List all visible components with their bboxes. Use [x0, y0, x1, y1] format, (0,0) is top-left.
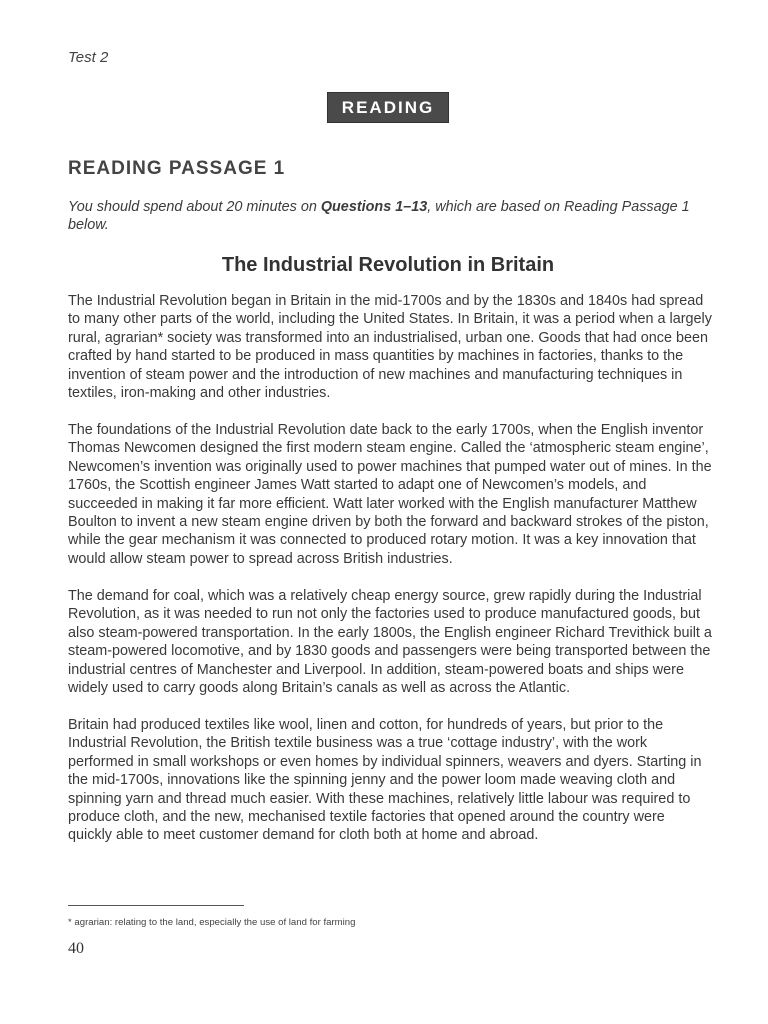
- passage-heading: READING PASSAGE 1: [68, 158, 286, 179]
- paragraph-3: The demand for coal, which was a relatively cheap energy source, grew rapidly during the Industrial Revolution, as it was needed to run not only the factories used to produce manufactured goods, but also steam-powered transportation. In the early 1800s, the English engineer Richard Trevithick built a steam-powered locomotive, and by 1830 goods and passengers were being transported between the industrial centres of Manchester and Liverpool. In addition, steam-powered boats and ships were widely used to carry goods along Britain’s canals as well as across the Atlantic.: [68, 587, 712, 696]
- test-label: Test 2: [68, 49, 109, 66]
- paragraph-1: The Industrial Revolution began in Britain in the mid-1700s and by the 1830s and 1840s had spread to many other parts of the world, including the United States. In Britain, it was a period when a largely rural, agrarian* society was transformed into an industrialised, urban one. Goods that had once been crafted by hand started to be produced in mass quantities by machines in factories, thanks to the invention of steam power and the introduction of new machines and manufacturing techniques in textiles, iron-making and other industries.: [68, 293, 712, 402]
- instructions-questions-range: Questions 1–13: [320, 199, 428, 215]
- page-number: 40: [68, 940, 84, 957]
- paragraph-4: Britain had produced textiles like wool, linen and cotton, for hundreds of years, but prior to the Industrial Revolution, the British textile business was a true ‘cottage industry’, with the work performed in small workshops or even homes by individual spinners, weavers and dyers. Starting in the mid-1700s, innovations like the spinning jenny and the power loom made weaving cloth and spinning yarn and thread much easier. With these machines, relatively little labour was required to produce cloth, and the new, mechanised textile factories that opened around the country were quickly able to meet customer demand for cloth both at home and abroad.: [68, 716, 702, 844]
- article-title: The Industrial Revolution in Britain: [221, 254, 555, 276]
- passage-body: [68, 292, 712, 863]
- instructions-text-end: , which are based on Reading Passage 1 below.: [68, 199, 690, 233]
- instructions: [68, 198, 708, 234]
- section-badge: READING: [327, 92, 449, 123]
- paragraph-2: The foundations of the Industrial Revolution date back to the early 1700s, when the English inventor Thomas Newcomen designed the first modern steam engine. Called the ‘atmospheric steam engine’, Newcomen’s invention was originally used to power machines that pumped water out of mines. In the 1760s, the Scottish engineer James Watt started to adapt one of Newcomen’s models, and succeeded in making it far more efficient. Watt later worked with the English manufacturer Matthew Boulton to invent a new steam engine driven by both the forward and backward strokes of the piston, while the gear mechanism it was connected to produced rotary motion. It was a key innovation that would allow steam power to spread across British industries.: [68, 422, 712, 567]
- footnote-divider: [68, 905, 244, 906]
- instructions-text-start: You should spend about 20 minutes on: [68, 199, 321, 215]
- footnote: * agrarian: relating to the land, especially the use of land for farming: [68, 917, 356, 928]
